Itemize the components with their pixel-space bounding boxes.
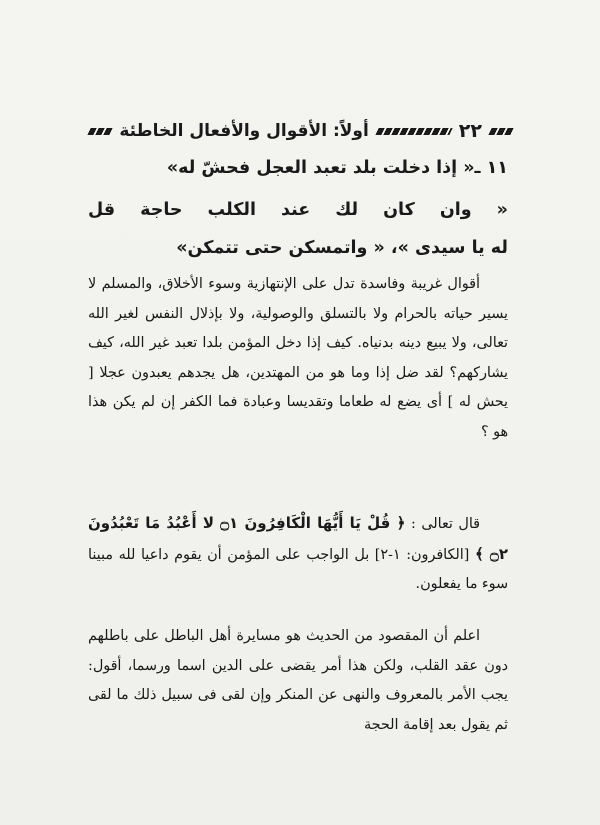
quran-verse: ﴿ قُلْ يَا أَيُّهَا الْكَافِرُونَ ۝١ لا أَعْبُدُ مَا تَعْبُدُونَ ۝٢ ﴾ (88, 514, 508, 563)
page-header (88, 116, 512, 146)
saying-heading-line-1: ١١ ـ« إذا دخلت بلد تعبد العجل فحشّ له» (166, 158, 508, 178)
paragraph-2-text: [الكافرون: ١-٢] بل الواجب على المؤمن أن يقوم داعيا لله مبينا سوء ما يفعلون. (88, 546, 508, 592)
header-ornament-middle (375, 128, 452, 135)
page-number: ٢٢ (458, 120, 482, 142)
paragraph-3 (88, 622, 508, 740)
header-ornament-left (88, 128, 113, 135)
saying-heading-line-3: له يا سيدى »، « واتمسكن حتى تتمكن» (176, 238, 508, 258)
paragraph-1-text: أقوال غريبة وفاسدة تدل على الإنتهازية وسوء الأخلاق، والمسلم لا يسير حياته بالحرام ولا بالتسلق والوصولية، ولا بإذلال النفس لغير الله تعالى، ولا يبيع دينه بدنياه. كيف إذا دخل المؤمن بلدا تعبد غير الله، كيف يشاركهم؟ لقد ضل إذا وما هو من المهتدين، هل يجدهم يعبدون عجلا [ يحش له ] أى يضع له طعاما وتقديسا وعبادة فما الكفر إن لم يكن هذا هو ؟ (88, 276, 508, 440)
header-ornament-right (488, 128, 513, 135)
paragraph-3-text: اعلم أن المقصود من الحديث هو مسايرة أهل الباطل على باطلهم دون عقد القلب، ولكن هذا أمر يقضى على الدين اسما ورسما، أقول: يجب الأمر بالمعروف والنهى عن المنكر وإن لقى فى سبيل ذلك ما لقى ثم يقول بعد إقامة الحجة (88, 628, 508, 733)
saying-heading-line-2: « وان كان لك عند الكلب حاجة قل (88, 200, 508, 220)
quote-intro: قال تعالى : (410, 516, 481, 532)
paragraph-2 (88, 509, 508, 600)
chapter-title: أولاً: الأقوال والأفعال الخاطئة (119, 121, 369, 141)
paragraph-1 (88, 270, 508, 447)
